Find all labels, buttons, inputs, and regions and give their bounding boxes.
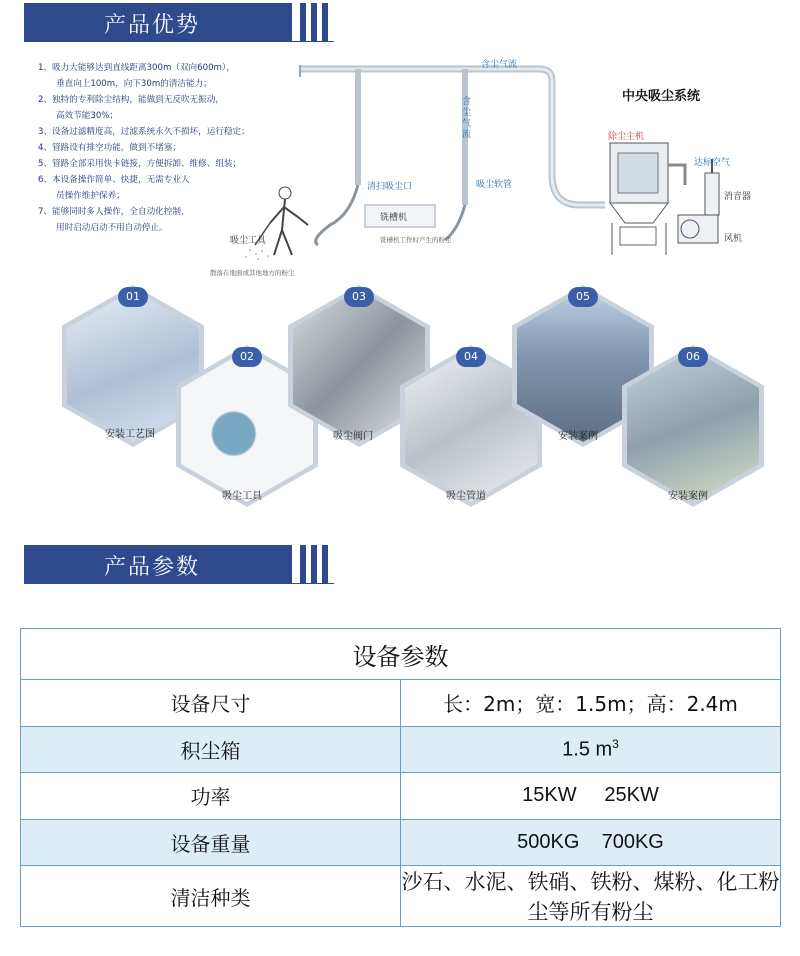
param-value-text: 长：2m；宽：1.5m；高：2.4m	[443, 692, 738, 717]
param-key: 设备重量	[21, 819, 401, 866]
hex-caption: 安装案例	[668, 491, 708, 502]
advantage-line: 用时启动启动不用自动停止。	[56, 223, 168, 233]
hex-number: 05	[568, 287, 598, 307]
label-dust-air-top: 含尘气流	[481, 60, 518, 70]
advantage-line: 高效节能30%；	[56, 111, 119, 121]
hex-caption: 吸尘工具	[222, 491, 262, 502]
advantage-line: 7、能够同时多人操作，全自动化控制，	[38, 207, 190, 217]
table-row	[21, 726, 781, 773]
hex-caption: 吸尘管道	[446, 491, 486, 502]
param-value-sup: 3	[612, 736, 619, 751]
advantage-line: 2、独特的专利除尘结构，能做到无反吹无振动，	[38, 95, 224, 105]
table-header: 设备参数	[21, 629, 781, 680]
param-value: 15KW 25KW	[401, 773, 781, 820]
advantage-line: 4、管路设有排空功能，做到不堵塞；	[38, 143, 181, 153]
hex-caption: 吸尘阀门	[333, 431, 373, 442]
label-clean-inlet: 清扫吸尘口	[367, 182, 413, 192]
label-fan: 风机	[724, 234, 743, 244]
param-value	[401, 680, 781, 727]
section-banner-params	[24, 545, 334, 583]
param-value	[401, 726, 781, 773]
param-key: 功率	[21, 773, 401, 820]
label-main-unit: 除尘主机	[608, 132, 645, 142]
diagram-title: 中央吸尘系统	[622, 89, 701, 104]
table-row	[21, 866, 781, 927]
hexagon-gallery	[0, 285, 800, 510]
hex-caption: 安装工艺图	[105, 429, 155, 440]
hex-number: 06	[678, 347, 708, 367]
param-value: 沙石、水泥、铁硝、铁粉、煤粉、化工粉尘等所有粉尘	[401, 866, 781, 927]
advantage-line: 3、设备过滤精度高，过滤系统永久不损坏，运行稳定；	[38, 127, 250, 137]
param-key: 设备尺寸	[21, 680, 401, 727]
section-title: 产品参数	[104, 555, 201, 580]
label-milling-machine: 铣槽机	[380, 213, 408, 223]
label-floor-note: 散落在地面或其他地方的粉尘	[210, 269, 295, 277]
param-value-text: 1.5 m	[562, 738, 613, 761]
table-row	[21, 819, 781, 866]
advantage-line: 6、本设备操作简单、快捷，无需专业人	[38, 175, 190, 185]
label-tool: 吸尘工具	[230, 236, 267, 246]
section-title: 产品优势	[104, 13, 201, 38]
table-row	[21, 773, 781, 820]
table-row	[21, 680, 781, 727]
hex-number: 01	[118, 287, 148, 307]
param-value: 500KG 700KG	[401, 819, 781, 866]
table-header-row	[21, 629, 781, 680]
label-clean-air: 达标空气	[694, 158, 731, 168]
advantage-line: 员操作维护保养；	[56, 191, 125, 201]
advantage-line: 垂直向上100m，向下30m的清洁能力；	[56, 79, 212, 89]
params-table	[20, 628, 781, 927]
pipeline-illustration	[200, 55, 790, 285]
section-banner-advantages	[24, 3, 334, 41]
hex-number: 04	[456, 347, 486, 367]
hex-caption: 安装案例	[558, 431, 598, 442]
param-key: 清洁种类	[21, 866, 401, 927]
param-key: 积尘箱	[21, 726, 401, 773]
advantage-line: 1、吸力大能够达到直线距离300m（双向600m），	[38, 63, 235, 73]
label-dust-air-vertical: 含尘气流	[462, 97, 472, 140]
hex-number: 02	[232, 347, 262, 367]
label-silencer: 消音器	[724, 192, 752, 202]
hex-number: 03	[344, 287, 374, 307]
advantage-line: 5、管路全部采用快卡链接，方便拆卸、维修、组装；	[38, 159, 242, 169]
label-dust-hose: 吸尘软管	[476, 180, 513, 190]
label-milling-note: 铣槽机工作时产生的粉尘	[380, 236, 452, 244]
central-vacuum-diagram	[200, 55, 790, 285]
